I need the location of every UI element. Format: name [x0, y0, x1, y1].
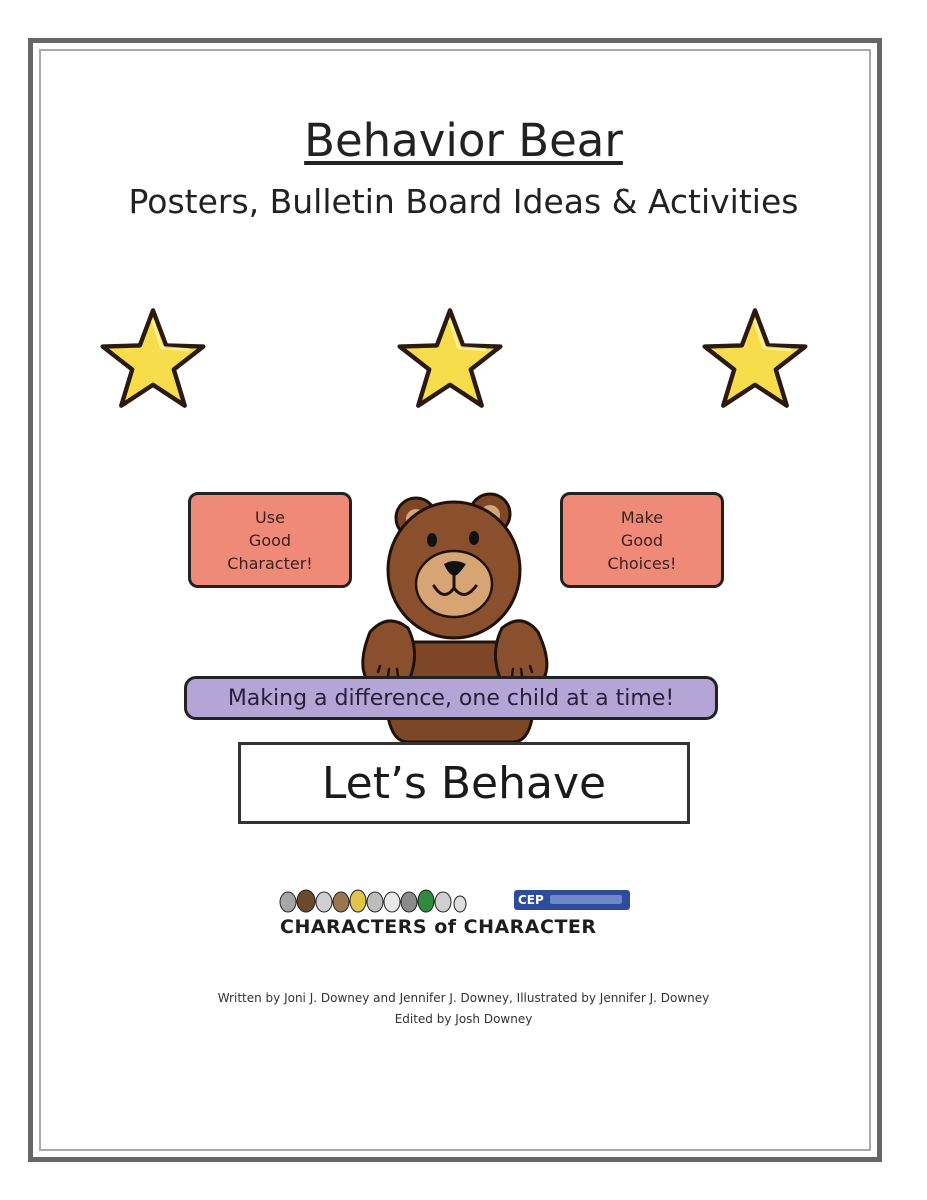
- star-icon: [395, 306, 505, 410]
- book-subtitle-box: Let’s Behave: [238, 742, 690, 824]
- sign-make-good-choices: Make Good Choices!: [560, 492, 724, 588]
- credits-editor: Edited by Josh Downey: [394, 1012, 533, 1026]
- cep-badge-strip: [550, 895, 622, 904]
- page-subtitle: Posters, Bulletin Board Ideas & Activities: [128, 182, 799, 221]
- star-icon: [98, 306, 208, 410]
- cep-badge-label: CEP: [518, 893, 544, 907]
- sign-use-good-character: Use Good Character!: [188, 492, 352, 588]
- page-title: Behavior Bear: [304, 114, 623, 167]
- logo-text: CHARACTERS of CHARACTER: [280, 916, 597, 938]
- credits: [0, 988, 927, 1030]
- credits-authors: Written by Joni J. Downey and Jennifer J. Downey, Illustrated by Jennifer J. Downey: [217, 991, 710, 1005]
- cep-badge: [514, 890, 630, 910]
- character-lineup-icon: [278, 884, 488, 914]
- motto-banner: Making a difference, one child at a time!: [184, 676, 718, 720]
- star-icon: [700, 306, 810, 410]
